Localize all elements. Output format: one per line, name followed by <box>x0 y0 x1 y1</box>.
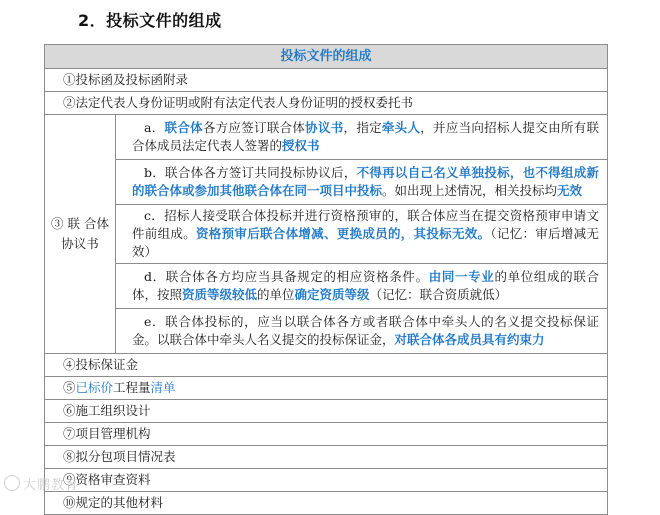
item-text: c．招标人接受联合体投标并进行资格预审的，联合体应当在提交资格预审申请文件前组成。 <box>132 208 599 241</box>
row-qualification-materials: ⑨资格审查资料 <box>45 469 608 492</box>
item-highlight: 已标价 <box>75 380 114 395</box>
table-row <box>45 309 608 354</box>
item-text: b．联合体各方签订共同投标协议后， <box>144 165 357 180</box>
item-highlight: 确定资质等级 <box>294 287 370 302</box>
table-row <box>45 492 608 515</box>
row-construction-design: ⑥施工组织设计 <box>45 400 608 423</box>
item-highlight: 协议书 <box>305 120 344 135</box>
item-highlight: 资格预审后联合体增减、更换成员的，其投标无效。 <box>196 226 491 241</box>
consortium-item-b <box>116 160 608 205</box>
item-text: ⑤ <box>63 380 76 395</box>
item-highlight: 对联合体各成员具有约束力 <box>394 332 545 347</box>
item-highlight: 联合体 <box>164 120 203 135</box>
item-highlight: 不得再以自己名义单独投标，也不得组成新的联合体或参加其他联合体在同一项目中投标 <box>132 165 599 198</box>
item-text: 的单位组成的联合体，按照 <box>132 269 599 302</box>
item-highlight: 资质等级较低 <box>182 287 258 302</box>
table-header-row <box>45 45 608 69</box>
row-bid-letter: ①投标函及投标函附录 <box>45 69 608 92</box>
row-other-materials: ⑩规定的其他材料 <box>45 492 608 515</box>
item-text: （记忆：审后增减无效） <box>132 226 599 259</box>
item-text: ，并应当向招标人提交由所有联合体成员法定代表人签署的 <box>132 120 599 153</box>
section-heading: 2．投标文件的组成 <box>78 11 222 30</box>
table-row <box>45 400 608 423</box>
table-row <box>45 469 608 492</box>
consortium-item-e <box>116 309 608 354</box>
bid-documents-table <box>44 44 608 515</box>
table-row <box>45 354 608 377</box>
item-text: d．联合体各方均应当具备规定的相应资格条件。 <box>144 269 429 284</box>
table-row <box>45 446 608 469</box>
table-row <box>45 423 608 446</box>
consortium-agreement-label: ③ 联 合体协议书 <box>45 115 116 354</box>
item-text: 各方应签订联合体 <box>202 120 306 135</box>
row-project-management: ⑦项目管理机构 <box>45 423 608 446</box>
item-text: 工程量 <box>113 380 151 395</box>
item-text: ，指定 <box>343 120 382 135</box>
item-text: e．联合体投标的，应当以联合体各方或者联合体中牵头人的名义提交投标保证金。以联合体中牵头人名义提交的投标保证金， <box>132 314 599 347</box>
consortium-item-d <box>116 264 608 309</box>
row-priced-bill <box>45 377 608 400</box>
item-text: 的单位 <box>257 287 295 302</box>
item-highlight: 授权书 <box>282 138 320 153</box>
table-row <box>45 69 608 92</box>
logo-icon <box>4 475 20 491</box>
row-subcontract-plan: ⑧拟分包项目情况表 <box>45 446 608 469</box>
table-row <box>45 264 608 309</box>
table-row <box>45 205 608 264</box>
item-text: 。如出现上述情况，相关投标均 <box>382 183 558 198</box>
consortium-item-c <box>116 205 608 264</box>
watermark <box>4 474 79 493</box>
row-bid-bond: ④投标保证金 <box>45 354 608 377</box>
row-legal-rep-proof: ②法定代表人身份证明或附有法定代表人身份证明的授权委托书 <box>45 92 608 115</box>
watermark-text: 大鹏教育 <box>23 478 80 493</box>
table-header: 投标文件的组成 <box>45 45 608 69</box>
table-row <box>45 115 608 160</box>
item-highlight: 清单 <box>150 380 176 395</box>
item-highlight: 无效 <box>557 183 583 198</box>
item-highlight: 由同一专业 <box>428 269 495 284</box>
table-row <box>45 92 608 115</box>
consortium-item-a <box>116 115 608 160</box>
table-row <box>45 377 608 400</box>
table-row <box>45 160 608 205</box>
item-text: a． <box>144 120 165 135</box>
item-text: （记忆：联合资质就低） <box>369 287 508 302</box>
item-highlight: 牵头人 <box>381 120 421 135</box>
